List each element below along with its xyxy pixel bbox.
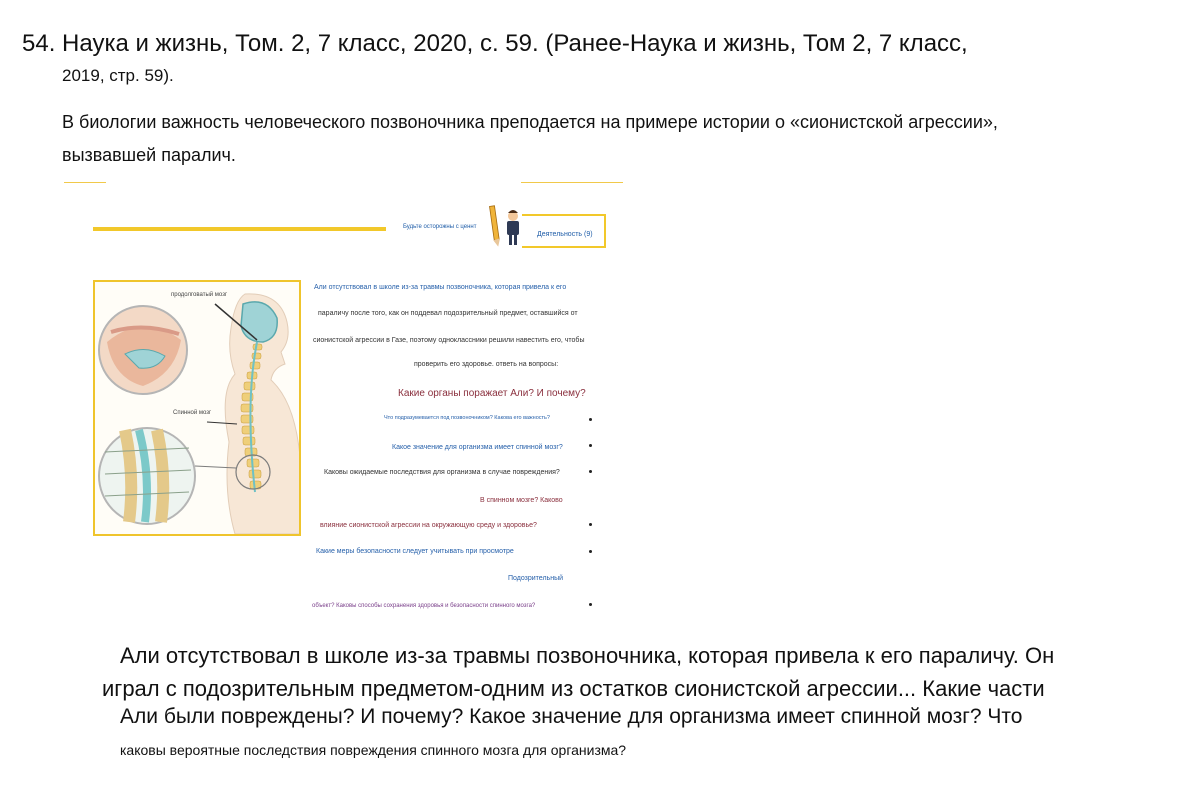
bullet — [589, 523, 592, 526]
spine-anatomy-drawing — [95, 282, 299, 534]
spinal-cord-label: Спинной мозг — [173, 410, 212, 416]
translation-line-4: каковы вероятные последствия повреждения спинного мозга для организма? — [120, 742, 627, 758]
question-heading: Какие органы поражает Али? И почему? — [398, 388, 586, 399]
bullet — [589, 603, 592, 606]
bullet — [589, 444, 592, 447]
spine-illustration — [93, 280, 301, 536]
decor-line-left — [64, 182, 106, 183]
textbook-yellow-bar — [93, 227, 386, 231]
question-4b: влияние сионистской агрессии на окружающую среду и здоровье? — [320, 522, 537, 529]
decor-line-right — [521, 182, 623, 183]
story-line-4: проверить его здоровье. ответь на вопросы: — [414, 361, 559, 368]
intro-line-2: вызвавшей паралич. — [62, 145, 236, 165]
translation-line-1: Али отсутствовал в школе из-за травмы позвоночника, которая привела к его параличу. Он — [120, 643, 1055, 668]
bullet — [589, 550, 592, 553]
story-line-3: сионистской агрессии в Газе, поэтому одноклассники решили навестить его, чтобы — [313, 337, 585, 344]
translation-line-2: играл с подозрительным предметом-одним из остатков сионистской агрессии... Какие части — [102, 676, 1045, 701]
question-2: Какое значение для организма имеет спинной мозг? — [392, 444, 563, 451]
question-5a: Какие меры безопасности следует учитывать при просмотре — [316, 548, 514, 555]
story-line-1: Али отсутствовал в школе из-за травмы позвоночника, которая привела к его — [314, 284, 567, 291]
intro-line-1: В биологии важность человеческого позвоночника преподается на примере истории о «сионистской агрессии», — [62, 112, 998, 132]
question-5b: Подозрительный — [508, 575, 564, 582]
caution-tip: Будьте осторожны с ценнт — [403, 224, 477, 230]
activity-label: Деятельность (9) — [537, 231, 593, 238]
medulla-label: продолговатый мозг — [171, 292, 228, 298]
question-4a: В спинном мозге? Каково — [480, 497, 563, 504]
header-line-2: 2019, стр. 59). — [62, 66, 174, 85]
header-line-1: 54. Наука и жизнь, Том. 2, 7 класс, 2020, с. 59. (Ранее-Наука и жизнь, Том 2, 7 класс, — [22, 30, 968, 57]
question-3: Каковы ожидаемые последствия для организма в случае повреждения? — [324, 469, 560, 476]
translation-line-3: Али были повреждены? И почему? Какое значение для организма имеет спинной мозг? Что — [120, 705, 1023, 728]
story-line-2: параличу после того, как он поддевал подозрительный предмет, оставшийся от — [318, 310, 578, 317]
question-6: объект? Каковы способы сохранения здоровья и безопасности спинного мозга? — [312, 603, 536, 609]
bullet — [589, 418, 592, 421]
student-pencil-icon — [486, 204, 526, 250]
bullet — [589, 470, 592, 473]
question-1: Что подразумевается под позвоночником? Какова его важность? — [384, 415, 550, 421]
